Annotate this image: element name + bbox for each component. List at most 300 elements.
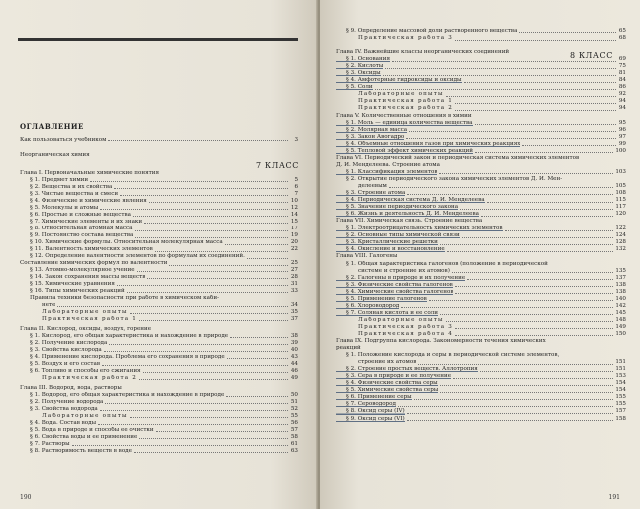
toc-leader [462,237,614,238]
toc-leader [475,124,616,125]
toc-entry-page: 138 [615,288,626,295]
toc-entry [336,162,626,169]
toc-entry [20,184,298,191]
toc-leader [105,403,288,404]
toc-entry-title: § 7. Соляная кислота и ее соли [336,310,438,317]
toc-entry [336,169,626,176]
intro-entry: Как пользоваться учебником 3 [20,136,298,143]
toc-leader [440,314,613,315]
toc-leader [230,337,288,338]
toc-entry-title: § 5. Химические свойства серы [336,387,438,394]
toc-leader [247,258,288,259]
toc-entry-title: § 3. Кристаллические решетки [336,239,438,246]
toc-entry [336,373,626,380]
toc-entry-page: 27 [290,267,298,274]
toc-leader [139,438,288,439]
toc-entry-page: 61 [290,440,298,447]
toc-leader [439,173,613,174]
toc-entry [336,84,626,91]
toc-leader [455,103,616,104]
toc-entry-page: 128 [615,239,626,246]
toc-leader [460,209,613,210]
toc-entry [336,28,626,35]
toc-entry-page: 92 [618,91,626,98]
toc-entry-title: § 2. Строение простых веществ. Аллотропия [336,366,478,373]
toc-entry-title: § 5. Воздух и его состав [30,360,100,367]
toc-entry-title: § 1. Электроотрицательность химических элементов [336,225,503,232]
toc-entry-title: § 3. Строение атома [336,190,405,197]
toc-entry [336,268,626,275]
toc-entry-title: § 12. Определение валентности элементов по формулам их соединений. [30,253,245,260]
toc-entry [336,77,626,84]
toc-entry-title: § 8. Относительная атомная масса [30,225,133,232]
toc-entry [336,303,626,310]
toc-entry [20,385,298,392]
page-number: 190 [20,494,32,501]
toc-entry-title: Глава III. Водород, вода, растворы [20,385,122,392]
right-page [320,0,640,509]
toc-entry [20,177,298,184]
toc-entry-title: § 11. Валентность химических элементов [30,246,153,253]
toc-entry [20,441,298,448]
left-page [0,0,318,509]
toc-entry-page: 120 [615,211,626,218]
toc-entry [336,120,626,127]
toc-entry [20,361,298,368]
toc-leader [147,278,288,279]
toc-leader [98,424,288,425]
toc-entry-page: 49 [290,374,298,381]
toc-entry-title: § 6. Хлороводород [336,303,399,310]
toc-leader [144,223,288,224]
toc-leader [383,75,616,76]
toc-entry [336,416,626,423]
toc-entry-title: Лабораторные опыты [42,308,128,315]
toc-leader [519,32,616,33]
toc-leader [169,265,288,266]
toc-entry [20,274,298,281]
toc-entry-page: 50 [290,392,298,399]
toc-leader [385,68,616,69]
toc-entry [20,191,298,198]
toc-entry-page: 35 [290,308,298,315]
toc-leader [440,244,613,245]
toc-entry-title: § 6. Топливо и способы его сжигания [30,367,141,374]
toc-entry-title: Практическая работа 3 [358,323,454,330]
toc-entry [336,218,626,225]
toc-entry [336,70,626,77]
toc-entry-title: § 15. Химические уравнения [30,281,115,287]
toc-leader [389,187,613,188]
toc-entry-page: 150 [615,330,626,337]
toc-leader [455,335,613,336]
toc-leader [407,194,613,195]
toc-entry [336,338,626,345]
toc-entry-title: § 4. Объемные отношения газов при химических реакциях [336,141,520,148]
toc-entry-page: 155 [615,401,626,408]
toc-leader [72,445,288,446]
toc-entry-title: § 2. Получение кислорода [30,340,108,346]
toc-leader [429,300,614,301]
toc-entry-title: Глава II. Кислород, оксиды, воздух, горение [20,326,152,333]
toc-entry-page: 65 [618,28,626,34]
toc-entry [20,406,298,413]
toc-entry-title: § 5. Вода в природе и способы ее очистки [30,426,154,433]
toc-entry-title: Практическая работа 2 [358,105,454,112]
toc-leader [133,216,288,217]
toc-entry-page: 138 [615,281,626,288]
toc-leader [464,82,617,83]
toc-entry [336,310,626,317]
toc-list-left [20,170,298,455]
toc-entry [336,56,626,63]
toc-leader [406,138,616,139]
toc-entry-title: § 8. Растворимость веществ в воде [30,447,132,454]
toc-entry-page: 158 [615,415,626,422]
toc-entry-page: 122 [615,225,626,232]
toc-entry-page: 95 [618,119,626,126]
toc-entry [20,354,298,361]
toc-entry-title: § 10. Химические формулы. Относительная молекулярная масса [30,239,223,246]
toc-entry-page: 63 [290,447,298,454]
toc-entry [20,170,298,177]
toc-entry-page: 148 [615,316,626,323]
toc-entry-page: 117 [615,204,626,211]
toc-entry [336,387,626,394]
toc-entry [336,176,626,183]
toc-leader [475,152,613,153]
toc-entry [336,105,626,112]
toc-leader [134,452,288,453]
toc-entry-title: § 2. Кислоты [336,63,383,70]
toc-entry-page: 7 [294,190,298,197]
toc-entry [20,340,298,347]
toc-entry-title: Практическая работа 2 [42,374,138,381]
toc-entry [336,246,626,253]
toc-entry-title: § 4. Химические свойства галогенов [336,289,453,296]
toc-entry-title: Глава IV. Важнейшие классы неорганических соединений [336,49,510,56]
toc-entry-page: 135 [615,267,626,274]
toc-entry-title: § 13. Атомно-молекулярное учение [30,267,135,274]
toc-leader [407,420,614,421]
toc-entry-page: 105 [615,182,626,189]
toc-entry-page: 46 [290,367,298,374]
toc-entry-title: делеевым [358,182,387,189]
toc-entry [336,141,626,148]
toc-leader [135,237,288,238]
toc-leader [455,40,616,41]
toc-entry [336,197,626,204]
toc-entry-page: 44 [290,360,298,367]
toc-entry [336,352,626,359]
toc-entry-title: Правила техники безопасности при работе в химическом каби- [30,294,219,301]
toc-entry-page: 151 [615,359,626,366]
toc-leader [447,251,614,252]
toc-leader [102,365,288,366]
toc-entry-page: 142 [615,302,626,309]
toc-entry [336,324,626,331]
toc-entry-title: § 5. Применение галогенов [336,296,427,303]
toc-leader [505,230,614,231]
grade-heading: 8 КЛАСС [570,51,614,60]
toc-leader [409,131,616,132]
toc-entry-title: Составление химических формул по валентности [20,260,168,267]
toc-leader [481,216,613,217]
toc-leader [57,306,288,307]
toc-entry-title: § 4. Амфотерные гидроксиды и оксиды [336,77,462,84]
toc-entry [20,375,298,382]
toc-entry [336,380,626,387]
toc-entry-page: 14 [290,211,298,218]
toc-entry-page: 99 [618,140,626,147]
toc-entry-title: Глава I. Первоначальные химические понятия [20,170,159,176]
toc-entry-page: 75 [618,63,626,70]
toc-leader [155,251,288,252]
grade-heading: 7 КЛАСС [256,161,300,170]
toc-entry [336,239,626,246]
toc-entry [336,148,626,155]
toc-entry [336,331,626,338]
toc-entry [20,267,298,274]
toc-entry-title: § 7. Сероводород [336,401,396,408]
toc-entry [336,366,626,373]
toc-entry-title: § 2. Молярная масса [336,127,407,134]
section-heading: Неорганическая химия [20,152,90,158]
toc-entry [20,260,298,267]
toc-entry-title: § 4. Периодическая система Д. И. Менделеева [336,197,485,204]
toc-entry-title: § 9. Оксид серы (VI) [336,416,405,423]
toc-entry-page: 58 [290,433,298,440]
toc-entry-title: § 14. Закон сохранения массы веществ [30,274,146,281]
toc-entry-page: 115 [615,197,626,204]
toc-entry [20,226,298,233]
toc-entry [20,198,298,205]
toc-entry [20,420,298,427]
toc-entry-title: Практическая работа 1 [42,315,138,322]
toc-entry [20,309,298,316]
toc-entry-page: 94 [618,105,626,112]
toc-entry [20,347,298,354]
toc-entry-title: строение их атомов [358,359,417,366]
toc-entry-title: § 2. Вещества и их свойства [30,183,113,190]
toc-entry [336,134,626,141]
toc-entry [336,261,626,268]
toc-entry-title: Лабораторные опыты [358,91,444,98]
toc-entry-title: § 4. Физические и химические явления [30,197,147,204]
toc-entry [336,155,626,162]
toc-entry [20,413,298,420]
toc-leader [104,351,288,352]
toc-leader [455,110,616,111]
toc-entry-page: 20 [290,239,298,246]
toc-entry [336,127,626,134]
toc-entry [20,281,298,288]
toc-entry-title: § 4. Физические свойства серы [336,380,438,387]
toc-leader [109,344,288,345]
toc-leader [467,279,613,280]
toc-leader [452,272,613,273]
toc-entry-page: 37 [290,315,298,322]
toc-entry [20,239,298,246]
toc-entry-page: 5 [294,176,298,183]
toc-entry-page: 25 [290,260,298,267]
toc-entry-page: 108 [615,190,626,197]
toc-entry-title: Глава VIII. Галогены [336,253,398,260]
toc-leader [487,202,614,203]
toc-entry-title: § 4. Применение кислорода. Проблема его сохранения в природе [30,353,225,360]
toc-leader [139,320,288,321]
toc-entry-page: 151 [615,366,626,373]
toc-entry-page: 96 [618,126,626,133]
toc-entry [20,232,298,239]
toc-entry-title: Глава IX. Подгруппа кислорода. Закономерности течения химических [336,338,546,345]
header-rule [18,38,298,41]
toc-leader [120,195,288,196]
toc-leader [480,371,614,372]
toc-entry-title: § 6. Жизнь и деятельность Д. И. Менделеева [336,211,479,218]
toc-entry-page: 154 [615,387,626,394]
toc-entry [336,225,626,232]
toc-entry-title: § 1. Основания [336,56,390,63]
toc-entry-title: § 6. Применение серы [336,394,412,401]
toc-entry-title: § 5. Молекулы и атомы [30,204,99,211]
toc-entry-title: § 2. Открытие периодического закона химических элементов Д. И. Мен- [346,175,563,182]
toc-entry-title: § 3. Свойства водорода [30,405,98,412]
toc-entry [336,35,626,42]
toc-entry-title: § 7. Растворы [30,440,70,447]
toc-entry-page: 22 [290,246,298,253]
toc-entry-page: 10 [290,197,298,204]
toc-entry-page: 154 [615,380,626,387]
toc-entry [20,205,298,212]
toc-entry [20,219,298,226]
toc-entry [336,345,626,352]
toc-entry [20,316,298,323]
toc-entry-page: 94 [618,98,626,105]
toc-leader [226,396,288,397]
toc-leader [149,202,288,203]
toc-entry [336,289,626,296]
toc-entry-page: 34 [290,301,298,308]
toc-leader [453,378,613,379]
toc-entry-page: 137 [615,274,626,281]
toc-entry-page: 6 [294,183,298,190]
toc-entry [20,288,298,295]
toc-entry-title: § 3. Оксиды [336,70,381,77]
toc-entry [336,394,626,401]
toc-leader [114,188,288,189]
toc-leader [446,96,616,97]
toc-leader [455,328,613,329]
toc-list-right [336,28,626,423]
toc-entry-title: § 4. Вода. Состав воды [30,419,97,426]
toc-entry-page: 57 [290,426,298,433]
toc-entry-title: системе и строение их атомов) [358,267,450,274]
toc-entry [20,427,298,434]
toc-leader [392,61,616,62]
toc-entry [20,326,298,333]
toc-leader [401,307,613,308]
toc-entry-page: 103 [615,168,626,175]
toc-entry-title: § 1. Предмет химии [30,176,89,183]
toc-entry [336,317,626,324]
toc-leader [522,145,616,146]
toc-entry [336,204,626,211]
toc-entry-page: 56 [290,419,298,426]
toc-entry-page: 12 [290,204,298,211]
toc-entry-title: Д. И. Менделеева. Строение атома [336,161,440,168]
toc-entry-title: § 1. Водород, его общая характеристика и нахождение в природе [30,392,225,399]
toc-entry-title: § 1. Кислород, его общая характеристика и нахождение в природе [30,333,229,340]
toc-leader [143,372,288,373]
toc-entry [336,296,626,303]
toc-entry [20,392,298,399]
toc-leader [130,417,288,418]
toc-leader [100,209,288,210]
toc-entry-page: 149 [615,323,626,330]
toc-entry-title: § 6. Простые и сложные вещества [30,211,131,218]
toc-entry [336,183,626,190]
toc-entry-title: § 3. Чистые вещества и смеси [30,190,119,197]
toc-entry-title: § 16. Типы химических реакций [30,287,125,294]
toc-entry-title: § 6. Свойства воды и ее применение [30,433,138,440]
toc-leader [375,89,616,90]
toc-entry-page: 155 [615,394,626,401]
toc-entry-page: 124 [615,232,626,239]
toc-entry [336,359,626,366]
toc-entry-title: § 1. Общая характеристика галогенов (положение в периодической [346,260,548,267]
toc-leader [446,321,614,322]
toc-entry [336,408,626,415]
toc-leader [117,285,288,286]
toc-entry-page: 153 [615,373,626,380]
toc-entry-title: § 1. Положение кислорода и серы в периодической системе элементов, [346,352,560,359]
toc-entry-title: § 3. Закон Авогадро [336,134,404,141]
toc-entry [336,275,626,282]
toc-entry-title: § 1. Моль — единица количества вещества [336,120,473,127]
toc-entry [336,49,626,56]
toc-entry [336,282,626,289]
toc-entry-page: 38 [290,333,298,340]
toc-entry-title: § 1. Классификация элементов [336,169,437,176]
toc-entry-page: 43 [290,353,298,360]
toc-entry-title: Глава VI. Периодический закон и периодическая система химических элементов [336,154,580,161]
toc-entry [336,91,626,98]
toc-leader [407,413,614,414]
toc-leader [139,379,288,380]
toc-entry-title: § 2. Галогены в природе и их получение [336,275,465,282]
toc-leader [398,406,613,407]
toc-entry-title: § 2. Основные типы химической связи [336,232,460,239]
toc-entry-title: Практическая работа 1 [358,98,454,105]
toc-entry [20,246,298,253]
toc-entry-page: 97 [618,133,626,140]
toc-entry-page: 40 [290,346,298,353]
toc-entry-title: Практическая работа 4 [358,330,454,337]
toc-entry-page: 15 [290,218,298,225]
toc-entry [20,302,298,309]
toc-entry-page: 33 [290,287,298,294]
toc-entry-page: 28 [290,274,298,281]
toc-entry [336,401,626,408]
toc-entry-page: 132 [615,246,626,253]
toc-entry-page: 157 [615,408,626,415]
toc-entry-page: 86 [618,84,626,91]
toc-entry [20,253,298,260]
toc-entry-title: § 5. Значение периодического закона [336,204,458,211]
toc-entry-title: нете [42,301,56,308]
toc-entry [20,434,298,441]
